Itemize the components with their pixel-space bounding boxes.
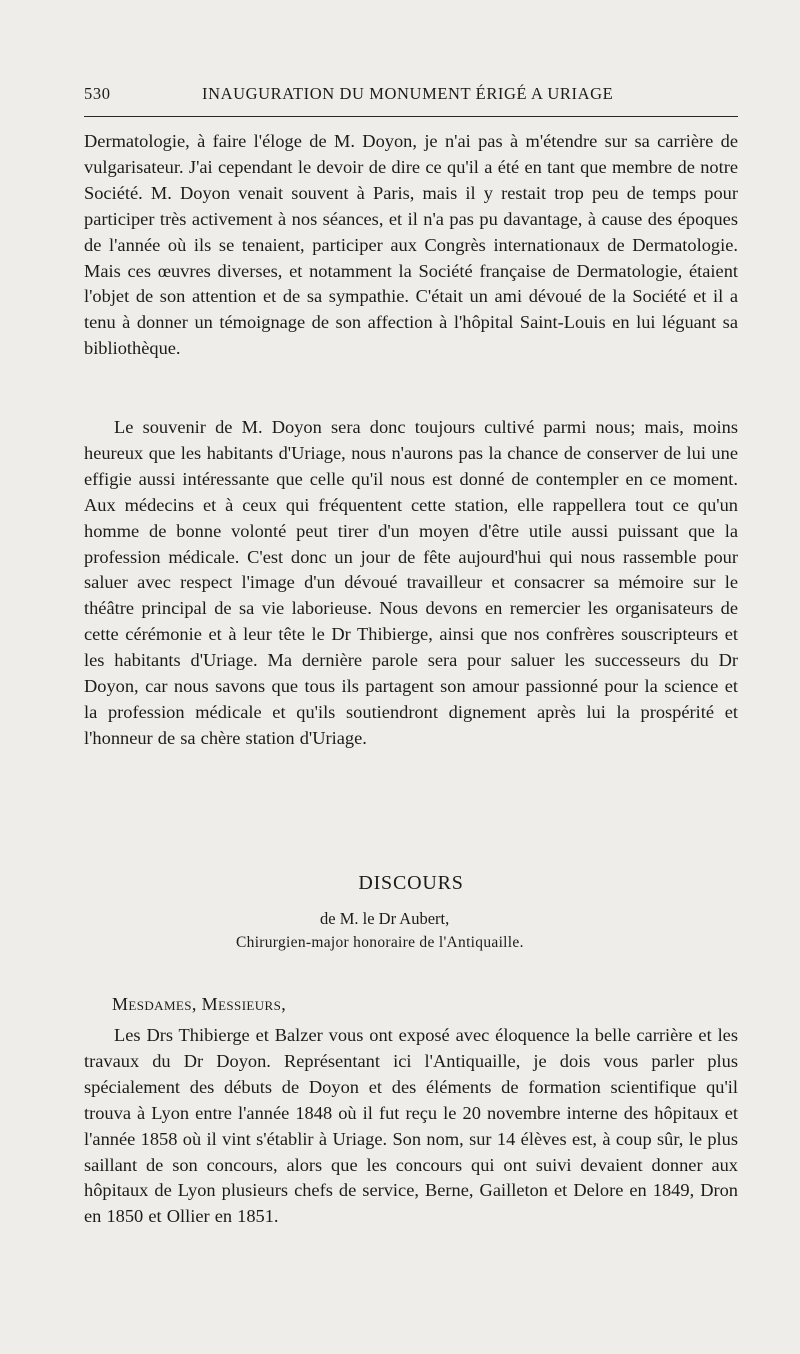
header-rule — [84, 116, 738, 117]
section-heading: DISCOURS — [358, 872, 464, 894]
running-header — [84, 84, 738, 106]
salutation: Mesdames, Messieurs, — [112, 994, 287, 1014]
paragraph-continuation: Dermatologie, à faire l'éloge de M. Doyon, je n'ai pas à m'étendre sur sa carrière de vulgarisateur. J'ai cependant le devoir de dire ce qu'il a été en tant que membre de notre Société. M. Doyon venait souvent à Paris, mais il y restait trop peu de temps pour participer très activement à nos séances, et il n'a pas pu davantage, à cause des époques de l'année où ils se tenaient, participer aux Congrès internationaux de Dermatologie. Mais ces œuvres diverses, et notamment la Société française de Dermatologie, étaient l'objet de son attention et de sa sympathie. C'était un ami dévoué de la Société et il a tenu à donner un témoignage de son affection à l'hôpital Saint-Louis en lui léguant sa bibliothèque. — [84, 131, 738, 359]
paragraph-discours: Les Drs Thibierge et Balzer vous ont exposé avec éloquence la belle carrière et les travaux du Dr Doyon. Représentant ici l'Antiquaille, je dois vous parler plus spécialement des débuts de Doyon et des éléments de formation scientifique qu'il trouva à Lyon entre l'année 1848 où il fut reçu le 20 novembre interne des hôpitaux et l'année 1858 où il vint s'établir à Uriage. Son nom, sur 14 élèves est, à coup sûr, le plus saillant de son concours, alors que les concours qui ont suivi devaient donner aux hôpitaux de Lyon plusieurs chefs de service, Berne, Gailleton et Delore en 1849, Dron en 1850 et Ollier en 1851. — [84, 1025, 738, 1227]
paragraph-souvenir: Le souvenir de M. Doyon sera donc toujours cultivé parmi nous; mais, moins heureux que les habitants d'Uriage, nous n'aurons pas la chance de conserver de lui une effigie aussi intéressante que celle qu'il nous est donné de contempler en ce moment. Aux médecins et à ceux qui fréquentent cette station, elle rappellera tout ce qu'un homme de bonne volonté peut tirer d'un moyen d'être utile aussi puissant que la profession médicale. C'est donc un jour de fête aujourd'hui qui nous rassemble pour saluer avec respect l'image d'un dévoué travailleur et consacrer sa mémoire sur le théâtre principal de sa vie laborieuse. Nous devons en remercier les organisateurs de cette cérémonie et à leur tête le Dr Thibierge, ainsi que nos confrères souscripteurs et les habitants d'Uriage. Ma dernière parole sera pour saluer les successeurs du Dr Doyon, car nous savons que tous ils partagent son amour passionné pour la science et la profession médicale et qu'ils soutiendront dignement après lui la prospérité et l'honneur de sa chère station d'Uriage. — [84, 417, 738, 748]
speaker-role: Chirurgien-major honoraire de l'Antiquaille. — [236, 934, 524, 951]
running-title: INAUGURATION DU MONUMENT ÉRIGÉ A URIAGE — [202, 84, 614, 103]
speaker-byline: de M. le Dr Aubert, — [320, 909, 450, 928]
page-number: 530 — [84, 84, 111, 103]
